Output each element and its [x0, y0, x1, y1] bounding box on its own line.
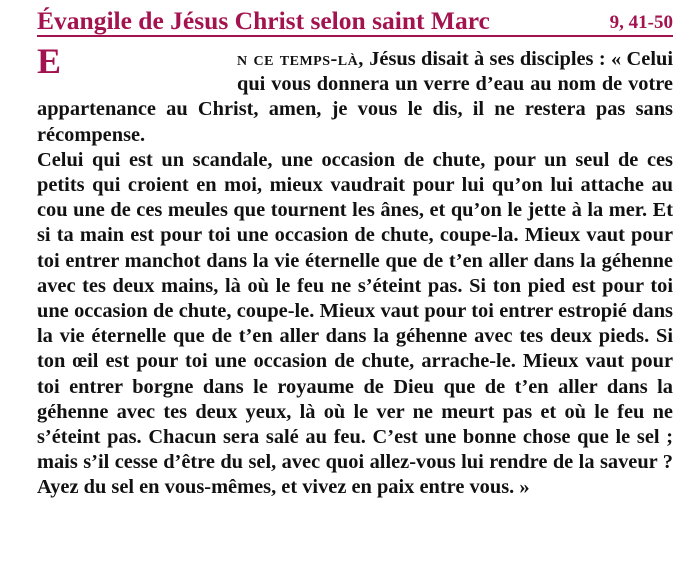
scripture-reference: 9, 41-50	[609, 12, 673, 33]
paragraph-1	[37, 41, 673, 148]
paragraph-2	[37, 148, 673, 501]
paragraph-1-text: Jésus disait à ses disciples : « Celui qui vous donnera un verre d’eau au nom de votre appartenance au Christ, amen, je vous le dis, il ne restera pas sans récompense.	[37, 48, 673, 146]
page-title: Évangile de Jésus Christ selon saint Marc	[37, 5, 490, 35]
header	[37, 4, 673, 37]
reading-text	[37, 41, 673, 501]
opening-words: n ce temps-là,	[237, 48, 364, 70]
paragraph-2-text: Celui qui est un scandale, une occasion de chute, pour un seul de ces petits qui croient en moi, mieux vaudrait pour lui qu’on lui attache au cou une de ces meules que tournent les ânes, et qu’on le jette à la mer. Et si ta main est pour toi une occasion de chute, coupe-la. Mieux vaut pour toi entrer manchot dans la vie éternelle que de t’en aller dans la géhenne avec tes deux mains, là où le feu ne s’éteint pas. Si ton pied est pour toi une occasion de chute, coupe-le. Mieux vaut pour toi entrer estropié dans la vie éternelle que de t’en aller dans la géhenne avec tes deux pieds. Si ton œil est pour toi une occasion de chute, arrache-le. Mieux vaut pour toi entrer borgne dans le royaume de Dieu que de t’en aller dans la géhenne avec tes deux yeux, là où le ver ne meurt pas et où le feu ne s’éteint pas. Chacun sera salé au feu. C’est une bonne chose que le sel ; mais s’il cesse d’être du sel, avec quoi allez-vous lui rendre de la saveur ? Ayez du sel en vous-mêmes, et vivez en paix entre vous. »	[37, 148, 673, 499]
drop-cap: E	[37, 41, 62, 81]
